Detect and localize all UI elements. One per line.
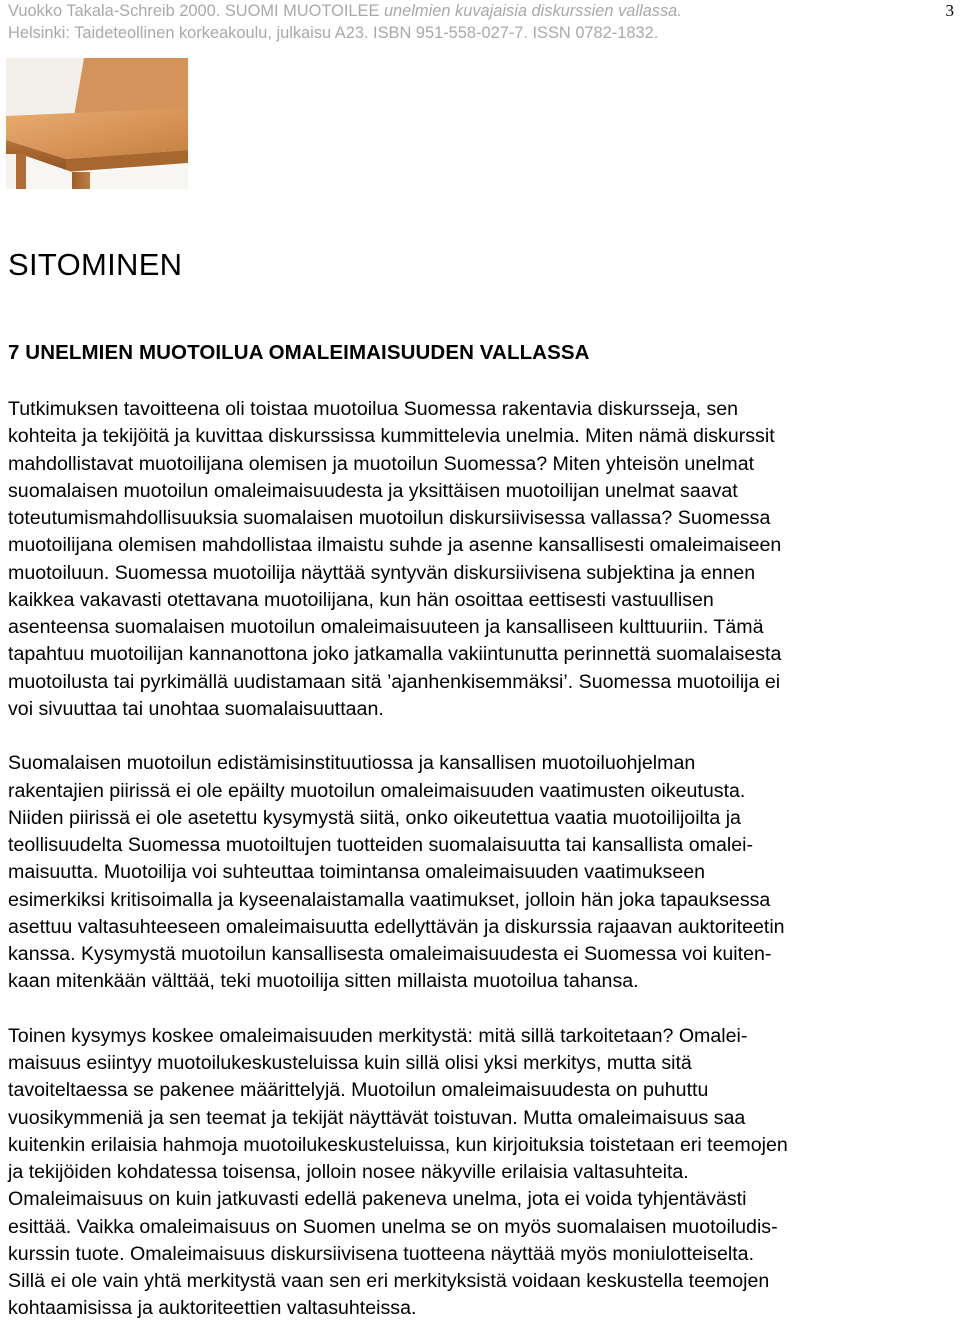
text-line: Niiden piirissä ei ole asetettu kysymystä siitä, onko oikeutettua vaatia muotoilijoilta ja	[8, 806, 741, 829]
text-line: muotoilijana olemisen mahdollistaa ilmaistu suhde ja asenne kansallisesti omaleimaiseen	[8, 534, 782, 557]
text-line: Omaleimaisuus on kuin jatkuvasti edellä pakeneva unelma, jota ei voida tyhjentävästi	[8, 1188, 747, 1211]
text-line: rakentajien piirissä ei ole epäilty muotoilun omaleimaisuuden vaatimusten oikeutusta.	[8, 779, 746, 802]
text-line: suomalaisen muotoilun omaleimaisuudesta ja yksittäisen muotoilijan unelmat saavat	[8, 479, 738, 502]
paragraph	[8, 750, 956, 995]
text-line: asenteensa suomalaisen muotoilun omaleimaisuuteen ja kansalliseen kulttuuriin. Tämä	[8, 616, 764, 638]
text-line: kuitenkin erilaisia hahmoja muotoilukeskusteluissa, kun kirjoituksia toistetaan eri teemojen	[8, 1133, 788, 1156]
text-line: kurssin tuote. Omaleimaisuus diskursiivisena tuotteena näyttää myös moniulotteiselta.	[8, 1242, 755, 1265]
chair-photo	[6, 58, 188, 189]
header-publication-line: Helsinki: Taideteollinen korkeakoulu, julkaisu A23. ISBN 951-558-027-7. ISSN 0782-1832.	[8, 24, 659, 42]
text-line: toteutumismahdollisuuksia suomalaisen muotoilun diskursiivisessa vallassa? Suomessa	[8, 507, 771, 529]
text-line: tapahtuu muotoilijan kannanottona joko jatkamalla vakiintunutta perinnettä suomalaisesta	[8, 643, 782, 666]
paragraph	[8, 1023, 956, 1323]
header-citation-line	[8, 0, 682, 22]
text-line: kohtaamisissa ja auktoriteettien valtasuhteissa.	[8, 1297, 417, 1320]
text-line: maisuus esiintyy muotoilukeskusteluissa kuin sillä olisi yksi merkitys, mutta sitä	[8, 1052, 692, 1074]
text-line: ja tekijöiden kohdatessa toisensa, jolloin nosee näkyville erilaisia valtasuhteita.	[8, 1161, 689, 1183]
section-title: SITOMINEN	[8, 247, 183, 282]
header-citation-text: Vuokko Takala-Schreib 2000. SUOMI MUOTOILEE	[8, 2, 384, 20]
text-line: tavoiteltaessa se pakenee määrittelyjä. Muotoilun omaleimaisuudesta on puhuttu	[8, 1079, 709, 1102]
text-line: Toinen kysymys koskee omaleimaisuuden merkitystä: mitä sillä tarkoitetaan? Omalei-	[8, 1024, 748, 1047]
text-line: esittää. Vaikka omaleimaisuus on Suomen unelma se on myös suomalaisen muotoiludis-	[8, 1215, 778, 1238]
chapter-title: 7 UNELMIEN MUOTOILUA OMALEIMAISUUDEN VALLASSA	[8, 341, 590, 364]
text-line: teollisuudelta Suomessa muotoiltujen tuotteiden suomalaisuutta tai kansallista omalei-	[8, 834, 753, 856]
text-line: kohteita ja tekijöitä ja kuvittaa diskurssissa kummittelevia unelmia. Miten nämä diskurssit	[8, 425, 775, 448]
text-line: asettuu valtasuhteeseen omaleimaisuutta edellyttävän ja diskurssia rajaavan auktoriteetin	[8, 915, 785, 938]
text-line: kaan mitenkään välttää, teki muotoilija sitten millaista muotoilua tahansa.	[8, 970, 639, 993]
paragraph	[8, 396, 956, 723]
running-header	[8, 0, 682, 44]
text-line: Tutkimuksen tavoitteena oli toistaa muotoilua Suomessa rakentavia diskursseja, sen	[8, 398, 739, 420]
text-line: Sillä ei ole vain yhtä merkitystä vaan sen eri merkityksistä voidaan keskustella teemojen	[8, 1270, 770, 1292]
text-line: kaikkea vakavasti otettavana muotoilijana, kun hän osoittaa eettisesti vastuullisen	[8, 588, 714, 611]
text-line: mahdollistavat muotoilijana olemisen ja muotoilun Suomessa? Miten yhteisön unelmat	[8, 452, 755, 475]
body-text	[8, 396, 956, 1323]
page-number: 3	[945, 1, 954, 20]
text-line: muotoiluun. Suomessa muotoilija näyttää syntyvän diskursiivisena subjektina ja ennen	[8, 561, 756, 584]
text-line: muotoilusta tai pyrkimällä uudistamaan sitä ’ajanhenkisemmäksi’. Suomessa muotoilija ei	[8, 670, 781, 693]
text-line: esimerkiksi kritisoimalla ja kyseenalaistamalla vaatimukset, jolloin hän joka tapauksessa	[8, 888, 771, 911]
text-line: vuosikymmeniä ja sen teemat ja tekijät näyttävät toistuvan. Mutta omaleimaisuus saa	[8, 1106, 746, 1129]
text-line: maisuutta. Muotoilija voi suhteuttaa toimintansa omaleimaisuuden vaatimukseen	[8, 861, 706, 884]
header-citation-title: unelmien kuvajaisia diskurssien vallassa.	[383, 2, 682, 20]
text-line: Suomalaisen muotoilun edistämisinstituutiossa ja kansallisen muotoiluohjelman	[8, 752, 696, 775]
text-line: voi sivuuttaa tai unohtaa suomalaisuuttaan.	[8, 697, 384, 720]
text-line: kanssa. Kysymystä muotoilun kansallisesta omaleimaisuudesta ei Suomessa voi kuiten-	[8, 943, 772, 965]
chair-photo-image	[6, 58, 188, 189]
